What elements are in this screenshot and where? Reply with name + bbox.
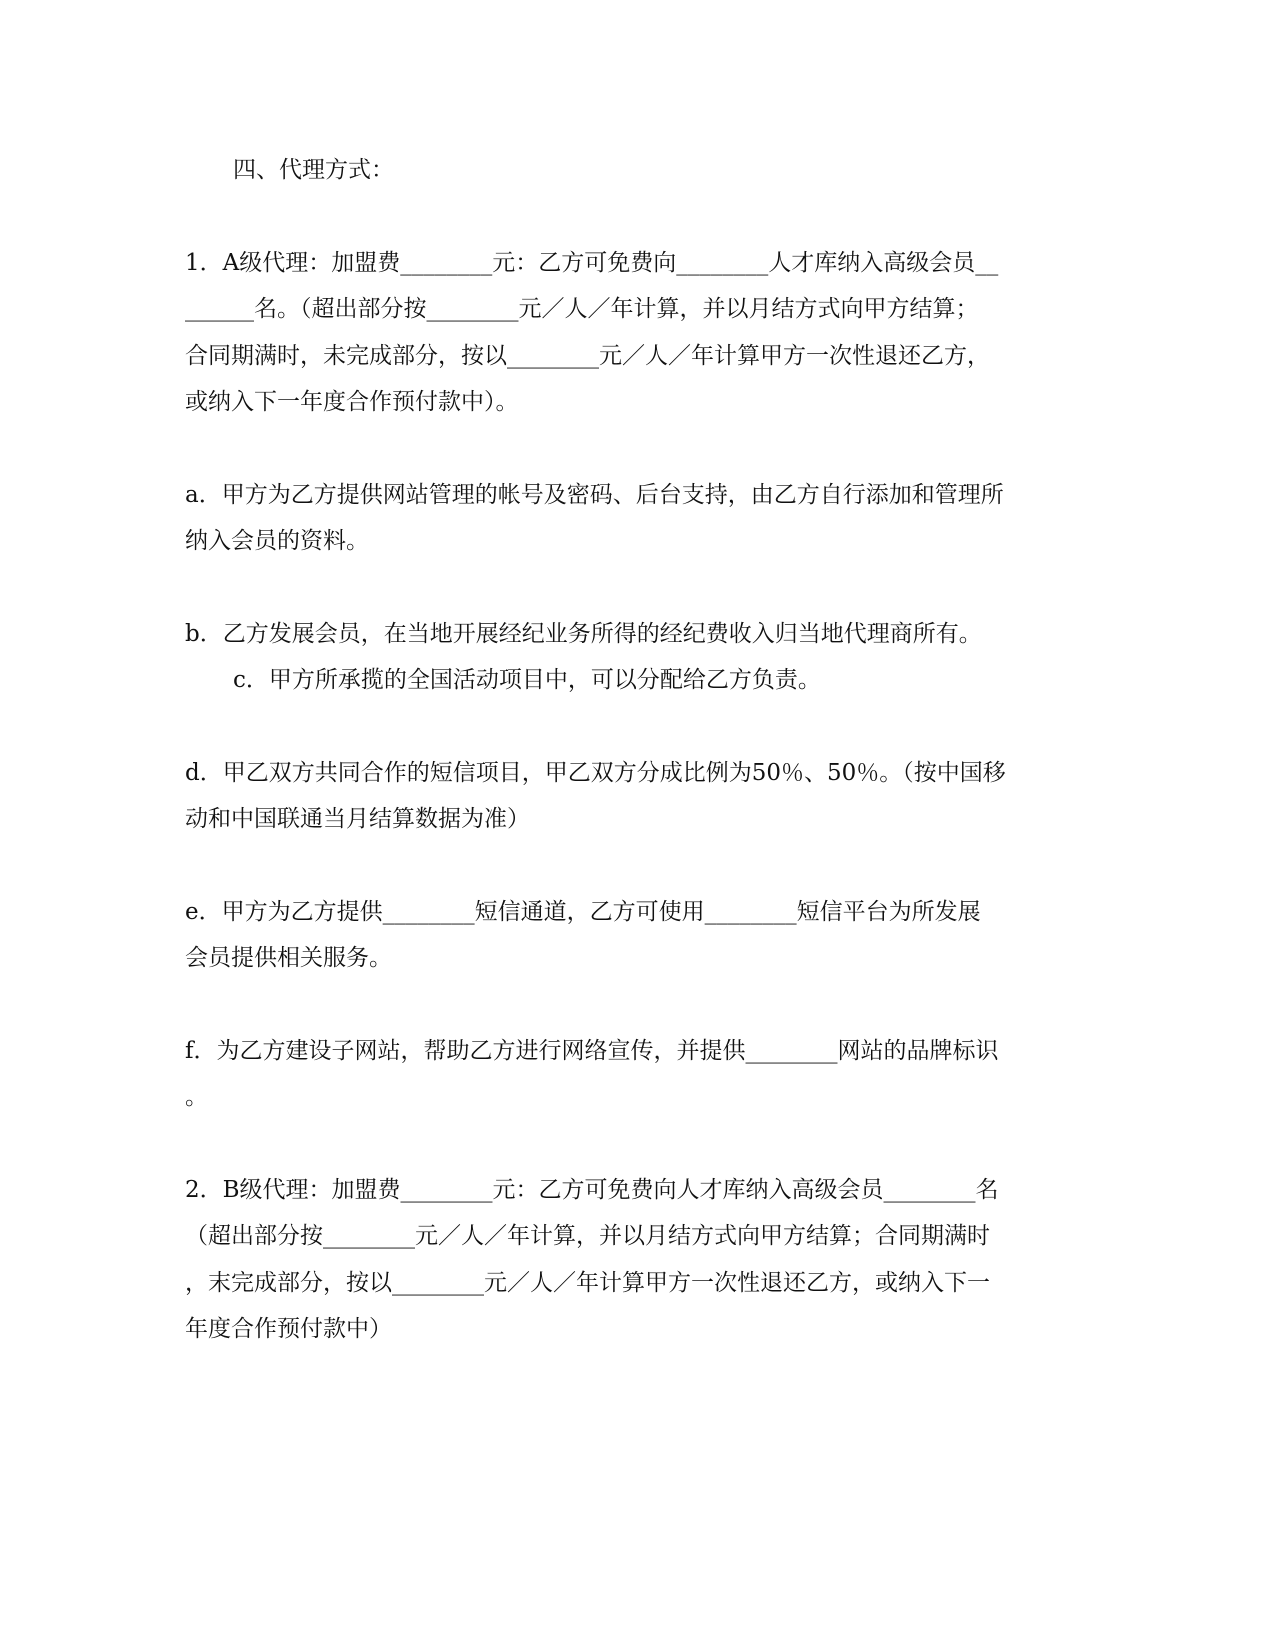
item-a-line-2: 纳入会员的资料。 (185, 528, 369, 554)
item-d-line-1: d．甲乙双方共同合作的短信项目，甲乙双方分成比例为50％、50％。（按中国移 (185, 760, 1006, 786)
item-e-line-1: e．甲方为乙方提供________短信通道，乙方可使用________短信平台为所发展 (185, 899, 981, 925)
item-c-line: c．甲方所承揽的全国活动项目中，可以分配给乙方负责。 (233, 667, 821, 693)
clause-a-level-line-1: 1．A级代理：加盟费________元：乙方可免费向________人才库纳入高级会员__ (185, 250, 999, 276)
item-f-line-2: 。 (185, 1084, 208, 1110)
clause-b-level-line-4: 年度合作预付款中） (185, 1316, 392, 1342)
clause-b-level-line-3: ，末完成部分，按以________元／人／年计算甲方一次性退还乙方，或纳入下一 (185, 1270, 990, 1296)
item-e-line-2: 会员提供相关服务。 (185, 945, 392, 971)
item-b-line: b．乙方发展会员，在当地开展经纪业务所得的经纪费收入归当地代理商所有。 (185, 621, 982, 647)
clause-a-level-line-3: 合同期满时，未完成部分，按以________元／人／年计算甲方一次性退还乙方， (185, 343, 990, 369)
clause-a-level-line-2: ______名。（超出部分按________元／人／年计算，并以月结方式向甲方结算； (185, 296, 979, 322)
clause-b-level-line-2: （超出部分按________元／人／年计算，并以月结方式向甲方结算；合同期满时 (185, 1223, 990, 1249)
clause-b-level-line-1: 2．B级代理：加盟费________元：乙方可免费向人才库纳入高级会员________名 (185, 1177, 999, 1203)
section-heading: 四、代理方式： (233, 157, 394, 183)
clause-a-level-line-4: 或纳入下一年度合作预付款中）。 (185, 389, 519, 415)
item-f-line-1: f．为乙方建设子网站，帮助乙方进行网络宣传，并提供________网站的品牌标识 (185, 1038, 999, 1064)
item-a-line-1: a．甲方为乙方提供网站管理的帐号及密码、后台支持，由乙方自行添加和管理所 (185, 482, 1004, 508)
item-d-line-2: 动和中国联通当月结算数据为准） (185, 806, 530, 832)
